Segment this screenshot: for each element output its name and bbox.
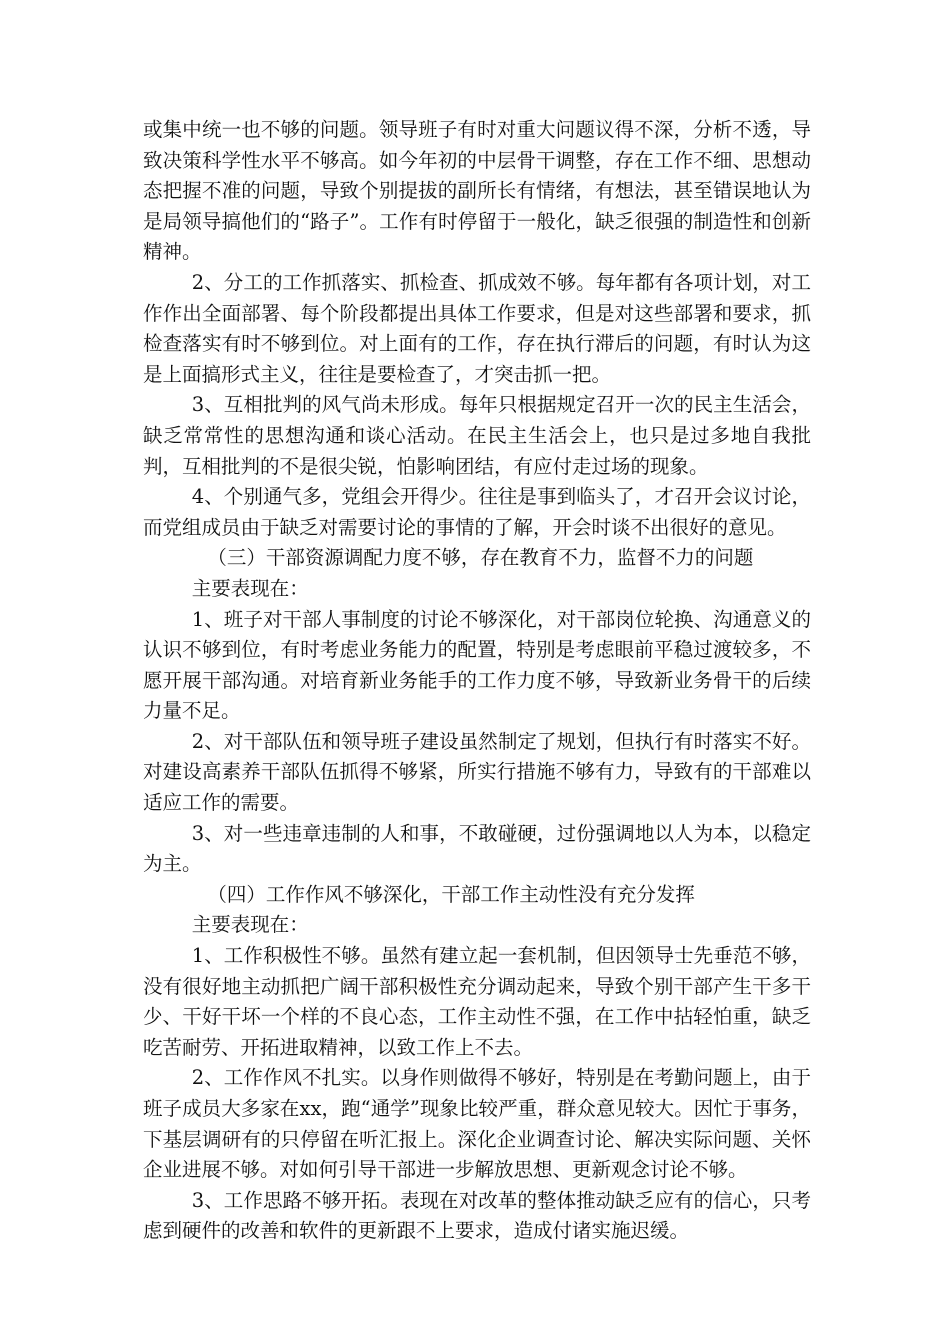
document-page bbox=[143, 115, 811, 1247]
paragraph-continuation: 或集中统一也不够的问题。领导班子有时对重大问题议得不深，分析不透，导致决策科学性水平不够高。如今年初的中层骨干调整，存在工作不细、思想动态把握不准的问题，导致个别提拔的副所长有情绪，有想法，甚至错误地认为是局领导搞他们的“路子”。工作有时停留于一般化，缺乏很强的制造性和创新精神。 bbox=[143, 118, 811, 264]
paragraph-intro: 主要表现在： bbox=[191, 913, 309, 937]
section-heading-3: （三）干部资源调配力度不够，存在教育不力，监督不力的问题 bbox=[207, 546, 754, 570]
paragraph-item-2: 2、工作作风不扎实。以身作则做得不够好，特别是在考勤问题上，由于班子成员大多家在xx，跑“通学”现象比较严重，群众意见较大。因忙于事务，下基层调研有的只停留在听汇报上。深化企业调查讨论、解决实际问题、关怀企业进展不够。对如何引导干部进一步解放思想、更新观念讨论不够。 bbox=[143, 1066, 811, 1182]
paragraph-intro: 主要表现在： bbox=[191, 576, 309, 600]
paragraph-item-2: 2、分工的工作抓落实、抓检查、抓成效不够。每年都有各项计划，对工作作出全面部署、每个阶段都提出具体工作要求，但是对这些部署和要求，抓检查落实有时不够到位。对上面有的工作，存在执行滞后的问题，有时认为这是上面搞形式主义，往往是要检查了，才突击抓一把。 bbox=[143, 270, 811, 386]
paragraph-item-1: 1、班子对干部人事制度的讨论不够深化，对干部岗位轮换、沟通意义的认识不够到位，有时考虑业务能力的配置，特别是考虑眼前平稳过渡较多，不愿开展干部沟通。对培育新业务能手的工作力度不够，导致新业务骨干的后续力量不足。 bbox=[143, 607, 811, 723]
paragraph-item-3: 3、工作思路不够开拓。表现在对改革的整体推动缺乏应有的信心，只考虑到硬件的改善和软件的更新跟不上要求，造成付诸实施迟缓。 bbox=[143, 1188, 811, 1243]
section-heading-4: （四）工作作风不够深化，干部工作主动性没有充分发挥 bbox=[207, 882, 695, 906]
paragraph-item-3: 3、对一些违章违制的人和事，不敢碰硬，过份强调地以人为本，以稳定为主。 bbox=[143, 821, 811, 876]
paragraph-item-3: 3、互相批判的风气尚未形成。每年只根据规定召开一次的民主生活会，缺乏常常性的思想沟通和谈心活动。在民主生活会上，也只是过多地自我批判，互相批判的不是很尖锐，怕影响团结，有应付走过场的现象。 bbox=[143, 393, 811, 478]
paragraph-item-2: 2、对干部队伍和领导班子建设虽然制定了规划，但执行有时落实不好。对建设高素养干部队伍抓得不够紧，所实行措施不够有力，导致有的干部难以适应工作的需要。 bbox=[143, 729, 811, 815]
paragraph-item-4: 4、个别通气多，党组会开得少。往往是事到临头了，才召开会议讨论，而党组成员由于缺乏对需要讨论的事情的了解，开会时谈不出很好的意见。 bbox=[143, 485, 811, 539]
paragraph-item-1: 1、工作积极性不够。虽然有建立起一套机制，但因领导士先垂范不够，没有很好地主动抓把广阔干部积极性充分调动起来，导致个别干部产生干多干少、干好干坏一个样的不良心态，工作主动性不强，在工作中拈轻怕重，缺乏吃苦耐劳、开拓进取精神，以致工作上不去。 bbox=[143, 944, 811, 1059]
